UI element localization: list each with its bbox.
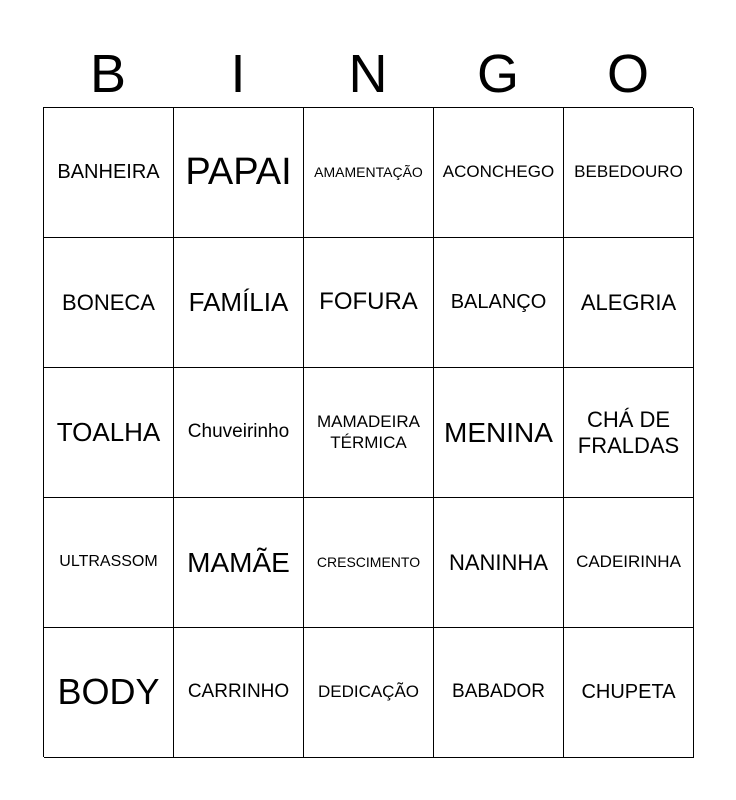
bingo-cell: BODY xyxy=(44,628,174,758)
bingo-header xyxy=(43,40,693,108)
header-letter-n: N xyxy=(348,44,388,104)
bingo-cell: MAMADEIRA TÉRMICA xyxy=(304,368,434,498)
bingo-cell: BALANÇO xyxy=(434,238,564,368)
bingo-cell: CHÁ DE FRALDAS xyxy=(564,368,694,498)
bingo-cell: MENINA xyxy=(434,368,564,498)
bingo-cell: BANHEIRA xyxy=(44,108,174,238)
bingo-cell: ALEGRIA xyxy=(564,238,694,368)
header-letter-i: I xyxy=(230,44,246,104)
bingo-cell: BABADOR xyxy=(434,628,564,758)
header-letter-o: O xyxy=(606,44,649,104)
bingo-cell: FOFURA xyxy=(304,238,434,368)
bingo-cell: FAMÍLIA xyxy=(174,238,304,368)
bingo-cell: BONECA xyxy=(44,238,174,368)
bingo-cell: TOALHA xyxy=(44,368,174,498)
bingo-card xyxy=(43,107,693,757)
bingo-cell: CHUPETA xyxy=(564,628,694,758)
header-letter-g: G xyxy=(476,44,519,104)
bingo-cell: PAPAI xyxy=(174,108,304,238)
bingo-cell: CARRINHO xyxy=(174,628,304,758)
bingo-cell: Chuveirinho xyxy=(174,368,304,498)
bingo-cell: CADEIRINHA xyxy=(564,498,694,628)
bingo-cell: DEDICAÇÃO xyxy=(304,628,434,758)
bingo-cell: AMAMENTAÇÃO xyxy=(304,108,434,238)
bingo-cell: MAMÃE xyxy=(174,498,304,628)
bingo-cell: NANINHA xyxy=(434,498,564,628)
bingo-cell: ACONCHEGO xyxy=(434,108,564,238)
header-letter-b: B xyxy=(89,44,127,104)
bingo-cell: CRESCIMENTO xyxy=(304,498,434,628)
bingo-cell: ULTRASSOM xyxy=(44,498,174,628)
bingo-cell: BEBEDOURO xyxy=(564,108,694,238)
